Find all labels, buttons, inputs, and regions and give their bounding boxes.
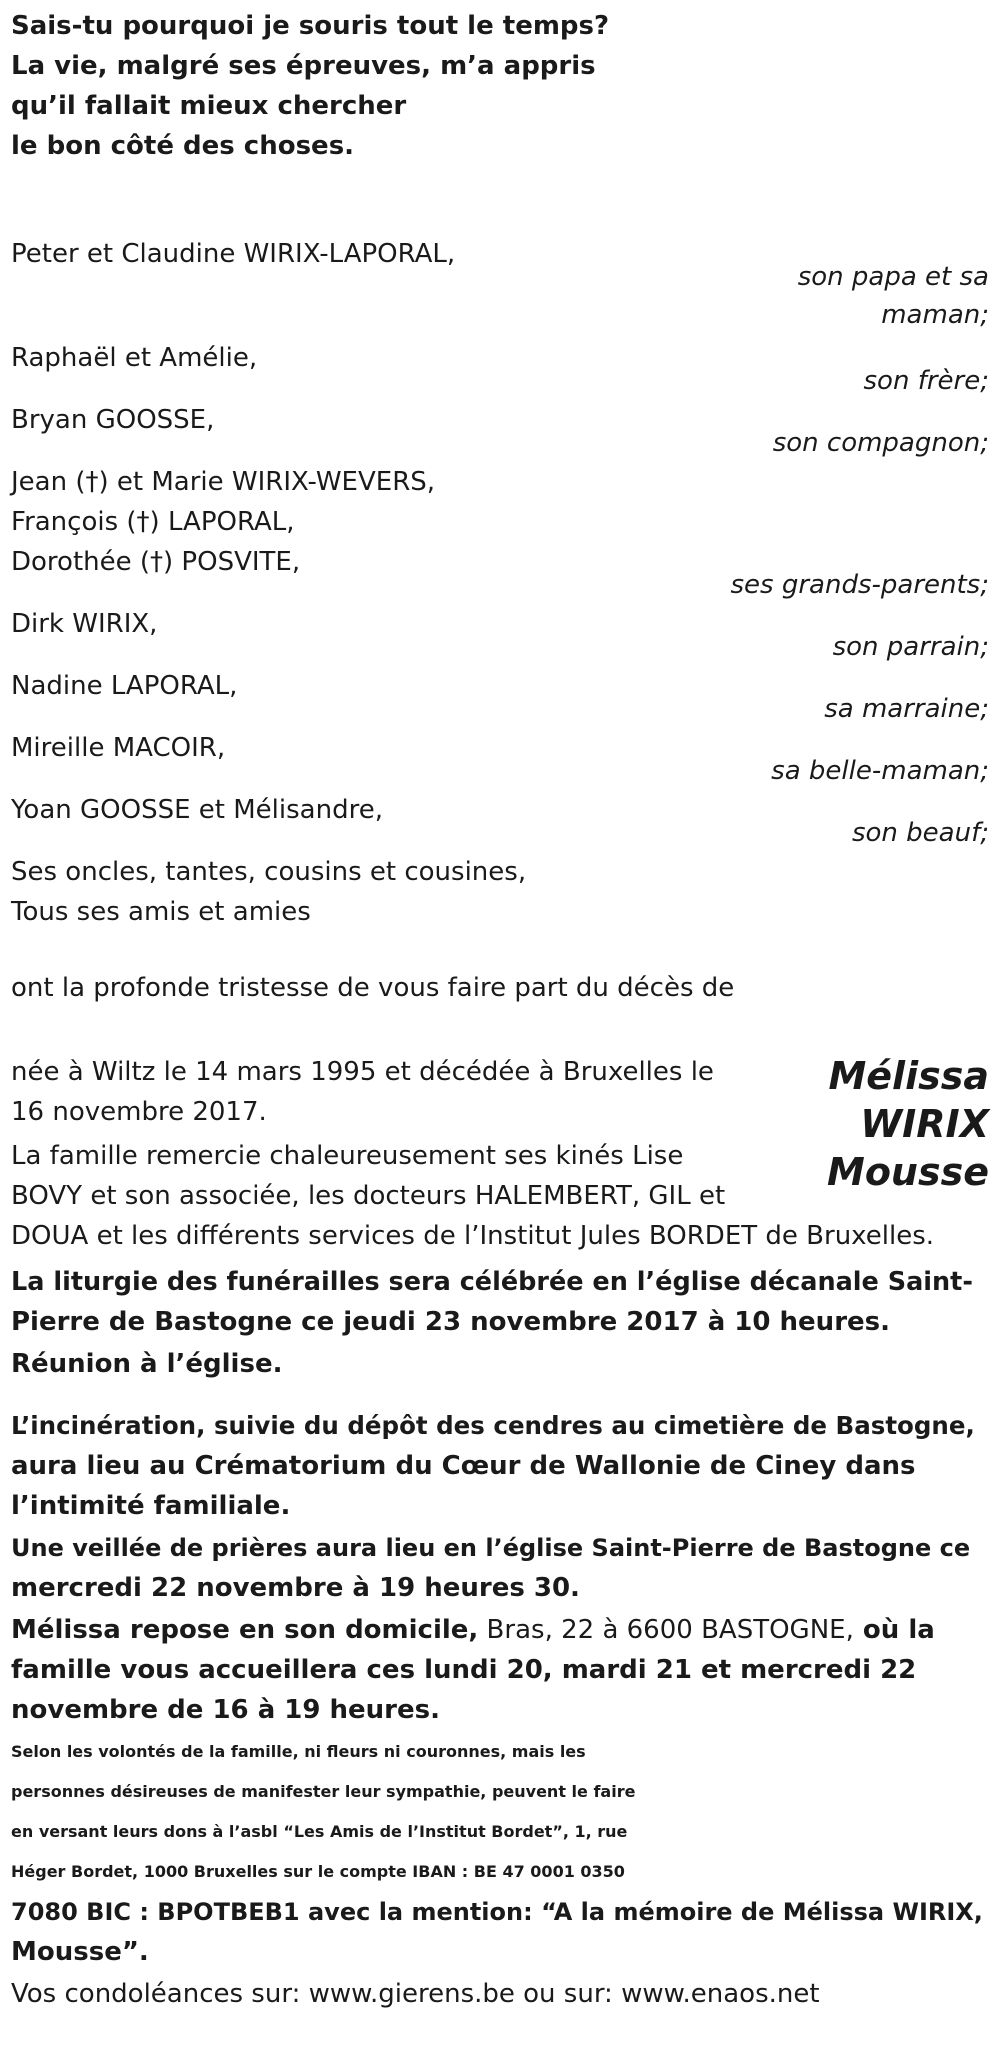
reunion: Réunion à l’église. — [11, 1349, 283, 1379]
vigil-line: Une veillée de prières aura lieu en l’église Saint-Pierre de Bastogne ce — [11, 1534, 971, 1562]
liturgy-line: La liturgie des funérailles sera célébrée en l’église décanale Saint- — [11, 1267, 973, 1297]
rest-tail: où la — [853, 1615, 935, 1645]
rest-info — [11, 1610, 935, 1730]
family-names: Dirk WIRIX, — [11, 609, 158, 639]
family-names: Mireille MACOIR, — [11, 733, 226, 763]
deceased-last-name: WIRIX — [860, 1102, 989, 1146]
cremation — [11, 1406, 975, 1526]
thanks-line: DOUA et les différents services de l’Institut Jules BORDET de Bruxelles. — [11, 1221, 935, 1251]
rest-address: Bras, 22 à 6600 BASTOGNE, — [478, 1615, 854, 1645]
family-relation: ses grands-parents; — [730, 570, 989, 600]
wishes-line: Héger Bordet, 1000 Bruxelles sur le compte IBAN : BE 47 0001 0350 — [11, 1862, 625, 1881]
wishes-line: 7080 BIC : BPOTBEB1 avec la mention: “A la mémoire de Mélissa WIRIX, — [11, 1898, 983, 1926]
intro-line: qu’il fallait mieux chercher — [11, 91, 407, 121]
thanks-line: La famille remercie chaleureusement ses kinés Lise — [11, 1141, 684, 1171]
wishes-line: Selon les volontés de la famille, ni fleurs ni couronnes, mais les — [11, 1742, 586, 1761]
birth-death-line: 16 novembre 2017. — [11, 1097, 267, 1127]
relation-line: maman; — [881, 300, 989, 330]
vigil — [11, 1528, 970, 1608]
vigil-line: mercredi 22 novembre à 19 heures 30. — [11, 1573, 580, 1603]
family-relation: son beauf; — [851, 818, 989, 848]
liturgy-line: Pierre de Bastogne ce jeudi 23 novembre 2017 à 10 heures. — [11, 1307, 890, 1337]
wishes-line: personnes désireuses de manifester leur sympathie, peuvent le faire — [11, 1782, 636, 1801]
birth-death — [11, 1052, 714, 1132]
wishes-line: en versant leurs dons à l’asbl “Les Amis de l’Institut Bordet”, 1, rue — [11, 1822, 628, 1841]
intro-line: le bon côté des choses. — [11, 131, 355, 161]
cremation-line: aura lieu au Crématorium du Cœur de Wallonie de Ciney dans — [11, 1451, 916, 1481]
cremation-line: l’intimité familiale. — [11, 1491, 291, 1521]
family-relation: sa belle-maman; — [771, 756, 989, 786]
other-relatives — [11, 852, 526, 932]
announcement: ont la profonde tristesse de vous faire part du décès de — [11, 973, 735, 1003]
intro-line: La vie, malgré ses épreuves, m’a appris — [11, 51, 596, 81]
wishes-line: Mousse”. — [11, 1937, 149, 1967]
wishes — [11, 1732, 983, 1972]
family-names: Jean (†) et Marie WIRIX-WEVERS, — [11, 467, 436, 497]
intro-poem — [11, 6, 609, 166]
family-names: François (†) LAPORAL, — [11, 507, 295, 537]
family-names: Peter et Claudine WIRIX-LAPORAL, — [11, 239, 456, 269]
family-names: Nadine LAPORAL, — [11, 671, 238, 701]
cremation-line: L’incinération, suivie du dépôt des cendres au cimetière de Bastogne, — [11, 1411, 975, 1440]
family-names: Bryan GOOSSE, — [11, 405, 215, 435]
relation-line: son papa et sa — [797, 262, 989, 292]
others-line: Ses oncles, tantes, cousins et cousines, — [11, 857, 527, 887]
family-names: Raphaël et Amélie, — [11, 343, 258, 373]
thanks — [11, 1136, 934, 1256]
birth-death-line: née à Wiltz le 14 mars 1995 et décédée à Bruxelles le — [11, 1057, 714, 1087]
family-relation: son parrain; — [832, 632, 989, 662]
liturgy — [11, 1262, 973, 1342]
rest-lead: Mélissa repose en son domicile, — [11, 1615, 479, 1645]
family-names-group — [11, 462, 435, 582]
others-line: Tous ses amis et amies — [11, 897, 311, 927]
rest-first-line — [11, 1610, 935, 1650]
deceased-nickname: Mousse — [827, 1150, 989, 1194]
family-relation: son compagnon; — [772, 428, 989, 458]
family-relation — [798, 258, 989, 334]
family-names: Yoan GOOSSE et Mélisandre, — [11, 795, 383, 825]
intro-line: Sais-tu pourquoi je souris tout le temps? — [11, 11, 610, 41]
family-relation: son frère; — [863, 366, 989, 396]
condolences-link[interactable]: Vos condoléances sur: www.gierens.be ou sur: www.enaos.net — [11, 1979, 820, 2009]
deceased-first-name: Mélissa — [828, 1054, 989, 1098]
thanks-line: BOVY et son associée, les docteurs HALEMBERT, GIL et — [11, 1181, 726, 1211]
rest-line: novembre de 16 à 19 heures. — [11, 1695, 440, 1725]
family-names: Dorothée (†) POSVITE, — [11, 547, 301, 577]
family-relation: sa marraine; — [824, 694, 989, 724]
rest-line: famille vous accueillera ces lundi 20, mardi 21 et mercredi 22 — [11, 1655, 917, 1685]
